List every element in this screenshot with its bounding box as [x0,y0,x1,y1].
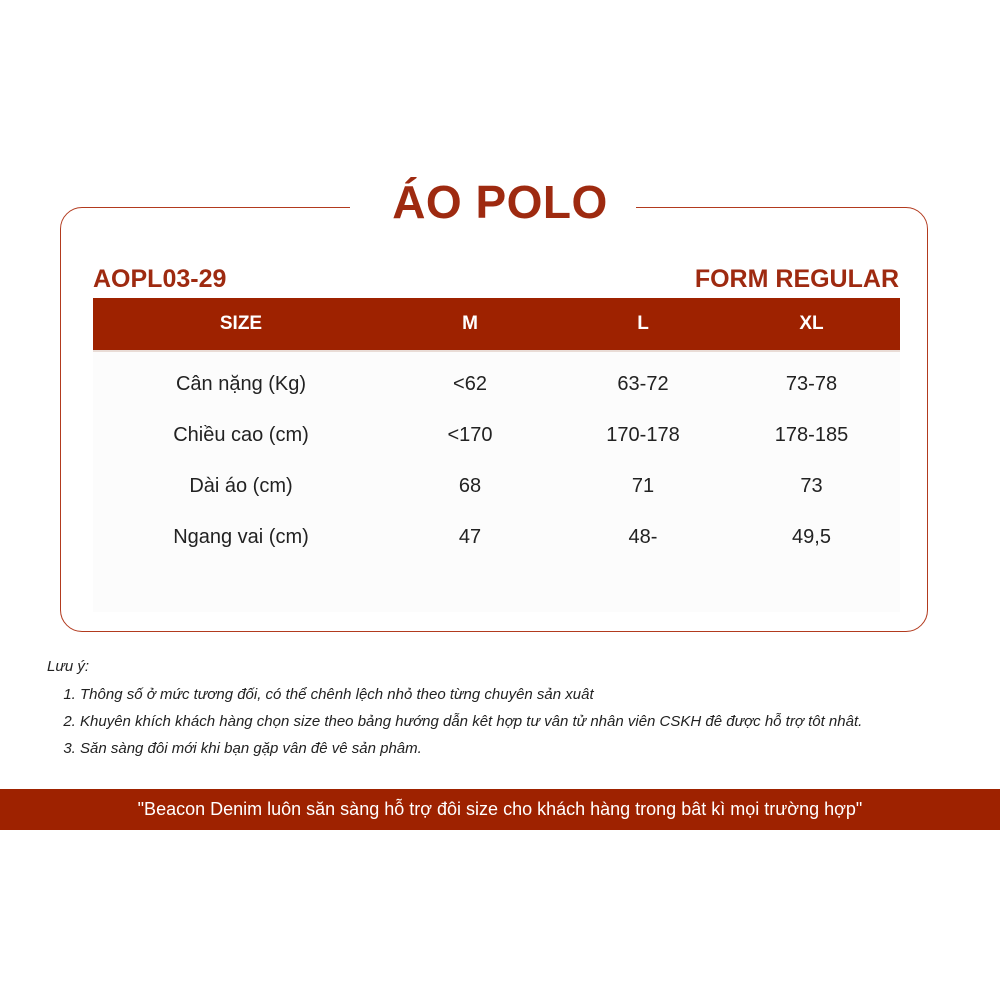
form-type: FORM REGULAR [694,265,899,293]
size-table [93,298,900,612]
header-l: L [637,313,649,334]
cell-l: 71 [631,475,655,497]
cell-m: 68 [458,475,482,497]
note-item: 3. Săn sàng đôi mới khi bạn gặp vân đê vê sản phâm. [80,735,862,762]
row-label: Cân nặng (Kg) [175,373,307,395]
page-title: ÁO POLO [392,176,608,228]
notes-list [47,681,862,762]
row-label: Chiều cao (cm) [173,424,309,446]
header-xl: XL [799,313,824,334]
header-m: M [462,313,478,334]
table-header [93,298,900,352]
cell-xl: 73-78 [785,373,838,395]
table-row [93,512,900,563]
note-item: 1. Thông số ở mức tương đối, có thể chênh lệch nhỏ theo từng chuyên sản xuât [80,681,862,708]
cell-m: <62 [453,373,487,395]
note-item: 2. Khuyên khích khách hàng chọn size theo bảng hướng dẫn kêt hợp tư vân tử nhân viên CSKH đê được hỗ trợ tôt nhât. [80,708,862,735]
cell-l: 48- [628,526,658,548]
row-label: Dài áo (cm) [189,475,293,497]
cell-m: 47 [458,526,482,548]
banner-text: "Beacon Denim luôn săn sàng hỗ trợ đôi size cho khách hàng trong bât kì mọi trường hợp" [137,799,863,819]
table-row [93,461,900,512]
cell-m: <170 [447,424,493,446]
notes-label: Lưu ý: [47,658,90,675]
cell-l: 170-178 [606,424,680,446]
cell-l: 63-72 [617,373,669,395]
notes-section [47,656,862,762]
row-label: Ngang vai (cm) [173,526,309,548]
header-size: SIZE [219,313,263,334]
table-row [93,359,900,410]
support-banner [0,789,1000,830]
table-body [93,352,900,563]
cell-xl: 49,5 [792,526,831,548]
product-code: AOPL03-29 [93,265,227,293]
table-row [93,410,900,461]
cell-xl: 178-185 [774,424,849,446]
cell-xl: 73 [800,475,823,497]
